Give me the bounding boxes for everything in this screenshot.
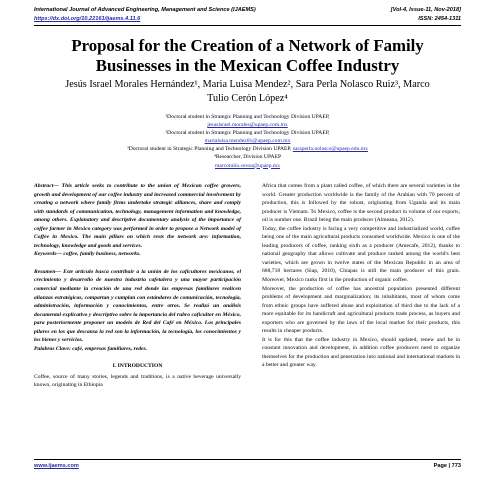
introduction-paragraph-1: Africa that comes from a plant called coffee, of which there are several varieties in the world. Greater production worldwide is the family of the Arabian with 70 percent of production, this is followed by the robust, originating from Uganda and its main producer is Vietnam. To Mexico, coffee is the second product in volume of our exports, oil is number one. Brazil being the main producer (Almeana, 2012). xyxy=(262,183,460,224)
keywords-label: Keywords— xyxy=(34,251,62,258)
introduction-heading: I. INTRODUCTION xyxy=(112,363,163,370)
doi-line xyxy=(34,16,461,22)
palabras-clave-label: Palabras Clave: xyxy=(34,345,71,352)
volume-issue: [Vol-4, Issue-11, Nov-2018] xyxy=(390,7,461,13)
introduction-paragraph-3: Moreover, the production of coffee has ancestral population presented different problems of development and marginalization; its inhabitants, most of whom come from ethnic groups have suffered abuse and exploitation of third due to the lack of a more equitable for its handicraft and agricultural products trade process, as buyers and exporters who are governed by the laws of the local market for their products, this results in cheaper products. xyxy=(262,285,460,335)
keywords-text: coffee, family business, networks. xyxy=(61,251,141,258)
resumen-label: Resumen— xyxy=(34,268,62,275)
resumen-paragraph xyxy=(34,268,241,345)
page-footer xyxy=(34,463,461,469)
journal-name: International Journal of Advanced Engineering, Management and Science (IJAEMS) xyxy=(34,7,256,13)
affiliations xyxy=(34,113,461,170)
palabras-clave-text: café, empresas familiares, redes. xyxy=(70,345,148,352)
palabras-clave-paragraph xyxy=(34,345,241,354)
author-list: Jesús Israel Morales Hernández¹, Maria Luisa Mendez², Sara Perla Nolasco Ruiz³, Marco Tulio Cerón López⁴ xyxy=(65,79,430,104)
keywords-paragraph xyxy=(34,250,241,259)
right-column xyxy=(262,182,460,370)
affiliation-4: ⁴Researcher, Division UPAEP xyxy=(213,154,282,161)
affiliation-3: ³Doctoral student in Strategic Planning and Technology Division UPAEP, xyxy=(127,146,292,153)
paper-title: Proposal for the Creation of a Network of Family Businesses in the Mexican Coffee Industry xyxy=(71,36,424,75)
page-number: Page | 773 xyxy=(433,463,461,469)
affiliation-3-line xyxy=(34,145,461,153)
introduction-paragraph-2: Today, the coffee industry is facing a very competitive and industrialized world, coffee being one of the main agricultural products consumed worldwide. Mexico is one of the leading producers of coffee, ranking sixth as a producer (Amecafe, 2012), thanks to national geography that allows cultivate and produce ranked among the world's best varieties, which are grown in twelve states of the Mexican Republic in an area of 688,718 hectares (Siap, 2010), Chiapas is still the main producer of this grain. Moreover, Mexico ranks first in the production of organic coffee. xyxy=(262,225,460,284)
issn: ISSN: 2454-1311 xyxy=(418,16,461,22)
introduction-paragraph-start: Coffee, source of many stories, legends and traditions, is a native beverage universally known, originating in Ethiopia xyxy=(34,373,241,389)
abstract-text: This article seeks to contribute to the union of Mexican coffee growers, growth and development of our coffee industry and increased commercial involvement by creating a network where family firms undertake strategic alliances, share and comply with standards of communication, technology, management information and knowledge, among others. Explanatory and descriptive documentary analysis of the importance of coffee farmer in Mexico category was performed in order to propose a Network model of Coffee in Mexico. The main pillars on which rests the network are: information, technology, knowledge and goods and services. xyxy=(34,183,241,249)
introduction-paragraph-4: It is for this that the coffee industry in Mexico, should updated, renew and be in constant innovation and development, in addition coffee producers need to organize themselves for the production and penetration into national and international markets in a better and greater way. xyxy=(262,336,460,369)
email-link-3[interactable]: saraperla.nolasco@upaep.edu.mx xyxy=(292,146,368,153)
email-link-2[interactable]: marialuisa.mendez01@upaep.com.mx xyxy=(204,138,291,145)
running-header xyxy=(34,7,461,13)
left-column xyxy=(34,182,241,390)
abstract-paragraph xyxy=(34,182,241,250)
abstract-label: Abstract— xyxy=(34,183,59,189)
resumen-text: Este artículo busca contribuir a la unión de los caficultores mexicanos, el crecimiento y desarrollo de nuestra industria cafetalera y una mayor participación comercial mediante la creación de una red donde las empresas familiares realicen alianzas estratégicas, compartan y cumplan con estándares de comunicación, tecnología, administración, información y conocimientos, entre otros. Se realizó un análisis documental explicativo y descriptivo sobre la importancia del rubro caficultor en México, para posteriormente proponer un modelo de Red del Café en México. Los principales pilares en los que descansa la red son la información, la tecnología, los conocimientos y los bienes y servicios. xyxy=(34,268,241,344)
email-link-1[interactable]: jesusisrael.morales@upaep.com.mx xyxy=(207,122,288,129)
header-rule xyxy=(34,25,461,26)
doi-link[interactable]: https://dx.doi.org/10.22161/ijaems.4.11.6 xyxy=(34,16,141,22)
affiliation-2: ²Doctoral student in Strategic Planning and Technology Division UPAEP, xyxy=(165,130,330,137)
journal-site-link[interactable]: www.ijaems.com xyxy=(34,463,79,469)
email-link-4[interactable]: marcotulio.ceron@upaep.mx xyxy=(214,162,281,169)
footer-rule xyxy=(34,459,461,460)
affiliation-1: ¹Doctoral student in Strategic Planning and Technology Division UPAEP, xyxy=(165,114,330,120)
